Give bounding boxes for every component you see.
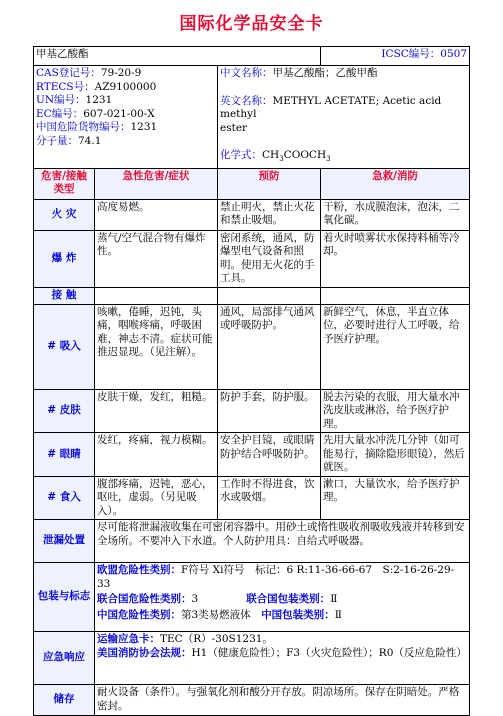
fire-row (34, 199, 470, 230)
inhale-hazard: 咳嗽，倦睡，迟钝，头痛，咽喉疼痛，呼吸困难，神志不清。症状可能推迟显现。（见注解）。 (95, 304, 218, 389)
emergency-label: 应急响应 (34, 632, 95, 685)
identifiers-block (34, 66, 218, 169)
hazard-header-row (34, 168, 470, 199)
un-label: UN编号： (36, 94, 86, 106)
emergency-row (34, 632, 470, 685)
inhale-row (34, 304, 470, 389)
card-title: 国际化学品安全卡 (179, 14, 324, 34)
chinese-name-value: 甲基乙酸酯；乙酸甲酯 (272, 67, 378, 79)
eyes-prevent: 安全护目镜，或眼睛防护结合呼吸防护。 (218, 433, 321, 477)
fire-label: 火 灾 (34, 199, 95, 230)
storage-label: 储存 (34, 685, 95, 716)
packaging-row (34, 563, 470, 632)
skin-prevent: 防护手套，防护服。 (218, 389, 321, 433)
eyes-hazard: 发红，疼痛，视力模糊。 (95, 433, 218, 477)
names-block (218, 66, 470, 169)
contact-label: 接 触 (34, 287, 95, 304)
spill-text: 尽可能将泄漏液收集在可密闭容器中。用砂土或惰性吸收剂吸收残液并转移到安全场所。不要冲入下水道。个人防护用具：自给式呼吸器。 (95, 520, 470, 563)
ingest-prevent: 工作时不得进食，饮水或吸烟。 (218, 476, 321, 520)
explosion-prevent: 密闭系统，通风，防爆型电气设备和照明。使用无火花的手工具。 (218, 230, 321, 287)
ingest-label: # 食入 (34, 476, 95, 520)
cn-class-value: 第3类易燃液体 (181, 608, 251, 621)
packaging-block (95, 563, 470, 632)
eu-r-phrases: R:11-36-66-67 (296, 564, 373, 577)
eyes-label: # 眼睛 (34, 433, 95, 477)
eu-class-label: 欧盟危险性类别： (97, 564, 181, 577)
inhale-aid: 新鲜空气，休息，半直立体位，必要时进行人工呼吸，给予医疗护理。 (321, 304, 470, 389)
un-class-label: 联合国危险性类别： (97, 593, 192, 606)
ec-label: EC编号： (36, 107, 84, 120)
safety-card-table (33, 46, 470, 716)
identity-row (34, 66, 470, 169)
emergency-block (95, 632, 470, 685)
cn-dangerous-goods-label: 中国危险货物编号： (36, 121, 131, 133)
spill-row (34, 520, 470, 563)
explosion-hazard: 蒸气/空气混合物有爆炸性。 (95, 230, 218, 287)
english-name-label: 英文名称： (220, 94, 273, 107)
fire-prevent: 禁止明火，禁止火花和禁止吸烟。 (218, 199, 321, 230)
cn-dangerous-goods-value: 1231 (130, 121, 158, 133)
cas-label: CAS登记号： (36, 67, 101, 79)
un-class-value: 3 (191, 593, 199, 606)
eu-s-phrases: S:2-16-26-29-33 (97, 564, 455, 590)
nfpa-value: H1（健康危险性）；F3（火灾危险性）；R0（反应危险性） (191, 646, 467, 659)
fire-aid: 干粉，水成膜泡沫，泡沫，二氧化碳。 (321, 199, 470, 230)
un-pack-label: 联合国包装类别： (246, 593, 331, 606)
english-name-value-cont: ester (220, 121, 248, 134)
eu-class-value: F符号 Xi符号 标记：6 (181, 564, 297, 577)
chinese-name-label: 中文名称： (220, 67, 273, 79)
fire-hazard: 高度易燃。 (95, 199, 218, 230)
ingest-row (34, 476, 470, 520)
skin-aid: 脱去污染的衣服，用大量水冲洗皮肤或淋浴，给予医疗护理。 (321, 389, 470, 433)
skin-hazard: 皮肤干燥，发红，粗糙。 (95, 389, 218, 433)
un-value: 1231 (85, 94, 113, 106)
formula-label: 化学式： (220, 149, 262, 161)
contact-row (34, 287, 470, 304)
eyes-aid: 先用大量水冲洗几分钟（如可能易行，摘除隐形眼镜），然后就医。 (321, 433, 470, 477)
chemical-name: 甲基乙酸酯 (34, 47, 321, 66)
header-prevent: 预防 (218, 168, 321, 199)
contact-hazard (95, 287, 218, 304)
name-row (34, 47, 470, 66)
spill-label: 泄漏处置 (34, 520, 95, 563)
rtecs-label: RTECS号： (36, 80, 95, 93)
eyes-row (34, 433, 470, 477)
explosion-row (34, 230, 470, 287)
english-name-value: METHYL ACETATE; Acetic acid methyl (220, 94, 442, 120)
inhale-label: # 吸入 (34, 304, 95, 389)
cn-pack-label: 中国包装类别： (261, 608, 335, 621)
rtecs-value: AZ9100000 (94, 80, 157, 93)
cas-value: 79-20-9 (100, 67, 142, 79)
ingest-aid: 漱口，大量饮水，给予医疗护理。 (321, 476, 470, 520)
icsc-number: ICSC编号：0507 (321, 47, 470, 66)
cn-pack-value: Ⅱ (334, 608, 342, 621)
molecular-weight-value: 74.1 (78, 134, 102, 147)
molecular-weight-label: 分子量： (36, 134, 78, 147)
header-aid: 急救/消防 (321, 168, 470, 199)
ingest-hazard: 腹部疼痛，迟钝，恶心，呕吐，虚弱。（另见吸入）。 (95, 476, 218, 520)
transport-card-value: TEC（R）-30S1231。 (160, 633, 273, 646)
packaging-label: 包装与标志 (34, 563, 95, 632)
nfpa-label: 美国消防协会法规： (97, 646, 192, 659)
header-type: 危害/接触 类型 (34, 168, 95, 199)
storage-text: 耐火设备（条件）。与强氧化剂和酸分开存放。阴凉场所。保存在阴暗处。严格密封。 (95, 685, 470, 716)
explosion-label: 爆 炸 (34, 230, 95, 287)
storage-row (34, 685, 470, 716)
contact-prevent (218, 287, 321, 304)
skin-label: # 皮肤 (34, 389, 95, 433)
transport-card-label: 运输应急卡： (97, 633, 160, 646)
ec-value: 607-021-00-X (83, 107, 155, 120)
formula-value: $CH_3COOCH_3$ (262, 149, 331, 164)
un-pack-value: Ⅱ (330, 593, 338, 606)
skin-row (34, 389, 470, 433)
explosion-aid: 着火时喷雾状水保持料桶等冷却。 (321, 230, 470, 287)
cn-class-label: 中国危险性类别： (97, 608, 181, 621)
header-hazard: 急性危害/症状 (95, 168, 218, 199)
inhale-prevent: 通风，局部排气通风或呼吸防护。 (218, 304, 321, 389)
contact-aid (321, 287, 470, 304)
